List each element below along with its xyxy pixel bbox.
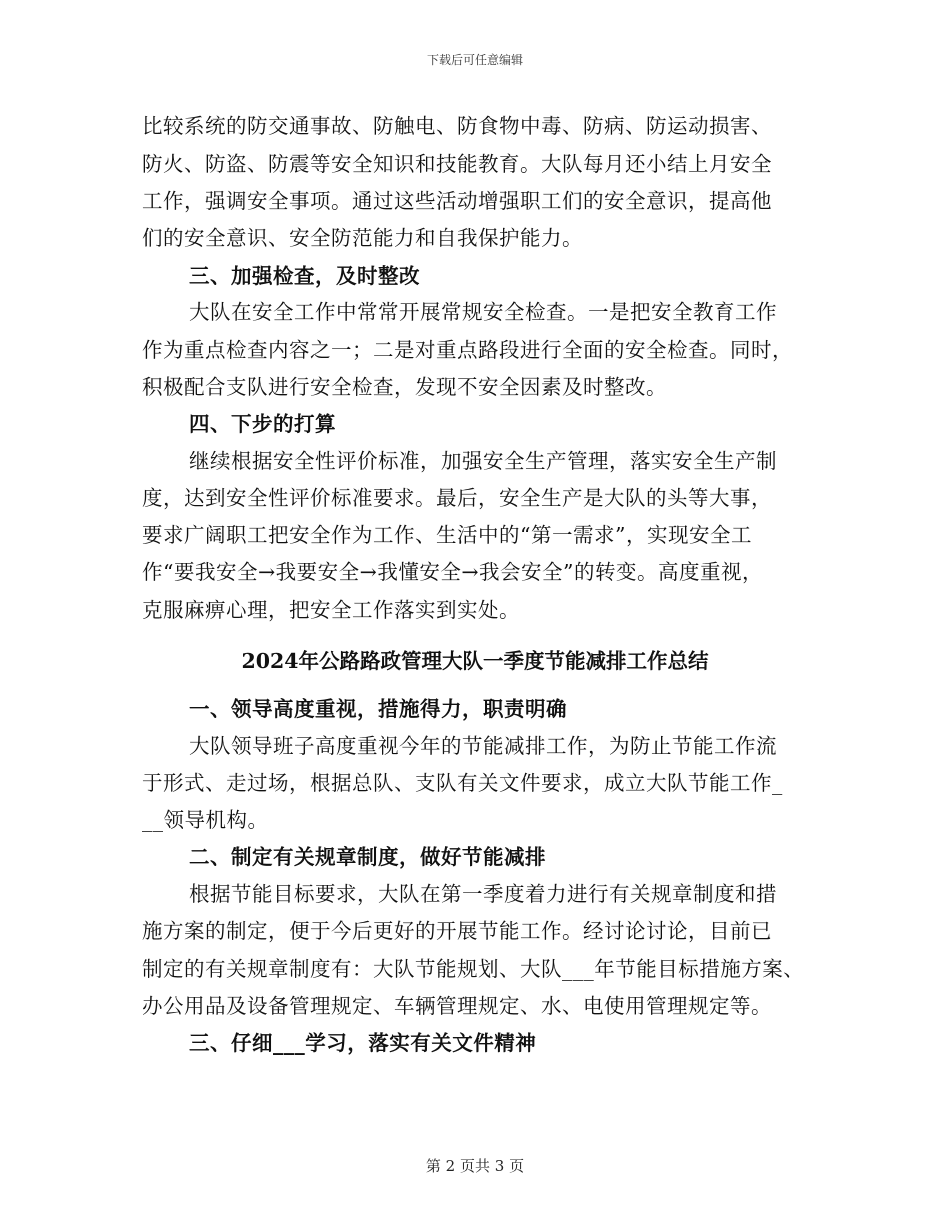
paragraph-line: 于形式、走过场，根据总队、支队有关文件要求，成立大队节能工作_: [142, 771, 783, 795]
paragraph-line: 制定的有关规章制度有：大队节能规划、大队___年节能目标措施方案、: [142, 957, 805, 981]
paragraph-line: 根据节能目标要求，大队在第一季度着力进行有关规章制度和措: [189, 882, 777, 906]
section-heading: 三、仔细___学习，落实有关文件精神: [189, 1031, 537, 1055]
paragraph-line: 防火、防盗、防震等安全知识和技能教育。大队每月还小结上月安全: [142, 152, 772, 176]
paragraph-line: 大队在安全工作中常常开展常规安全检查。一是把安全教育工作: [189, 300, 777, 324]
paragraph-line: 工作，强调安全事项。通过这些活动增强职工们的安全意识，提高他: [142, 189, 772, 213]
paragraph-line: 大队领导班子高度重视今年的节能减排工作，为防止节能工作流: [189, 734, 777, 758]
paragraph-line: 作为重点检查内容之一；二是对重点路段进行全面的安全检查。同时，: [142, 338, 793, 362]
page-header: 下载后可任意编辑: [426, 53, 523, 67]
section-heading: 二、制定有关规章制度，做好节能减排: [189, 845, 546, 869]
paragraph-line: 继续根据安全性评价标准，加强安全生产管理，落实安全生产制: [189, 449, 777, 473]
document-title: 2024年公路路政管理大队一季度节能减排工作总结: [241, 649, 709, 673]
paragraph-line: 积极配合支队进行安全检查，发现不安全因素及时整改。: [142, 375, 667, 399]
page-footer: 第 2 页共 3 页: [425, 1157, 525, 1175]
paragraph-line: __领导机构。: [142, 808, 269, 832]
paragraph-line: 作“要我安全→我要安全→我懂安全→我会安全”的转变。高度重视，: [142, 560, 763, 584]
paragraph-line: 们的安全意识、安全防范能力和自我保护能力。: [142, 226, 583, 250]
section-heading: 四、下步的打算: [189, 412, 336, 436]
paragraph-line: 度，达到安全性评价标准要求。最后，安全生产是大队的头等大事，: [142, 486, 772, 510]
paragraph-line: 要求广阔职工把安全作为工作、生活中的“第一需求”，实现安全工: [142, 523, 752, 547]
paragraph-line: 办公用品及设备管理规定、车辆管理规定、水、电使用管理规定等。: [142, 994, 772, 1018]
paragraph-line: 克服麻痹心理，把安全工作落实到实处。: [142, 598, 520, 622]
paragraph-line: 施方案的制定，便于今后更好的开展节能工作。经讨论讨论，目前已: [142, 919, 772, 943]
section-heading: 一、领导高度重视，措施得力，职责明确: [189, 697, 567, 721]
paragraph-line: 比较系统的防交通事故、防触电、防食物中毒、防病、防运动损害、: [142, 114, 772, 138]
section-heading: 三、加强检查，及时整改: [189, 264, 420, 288]
